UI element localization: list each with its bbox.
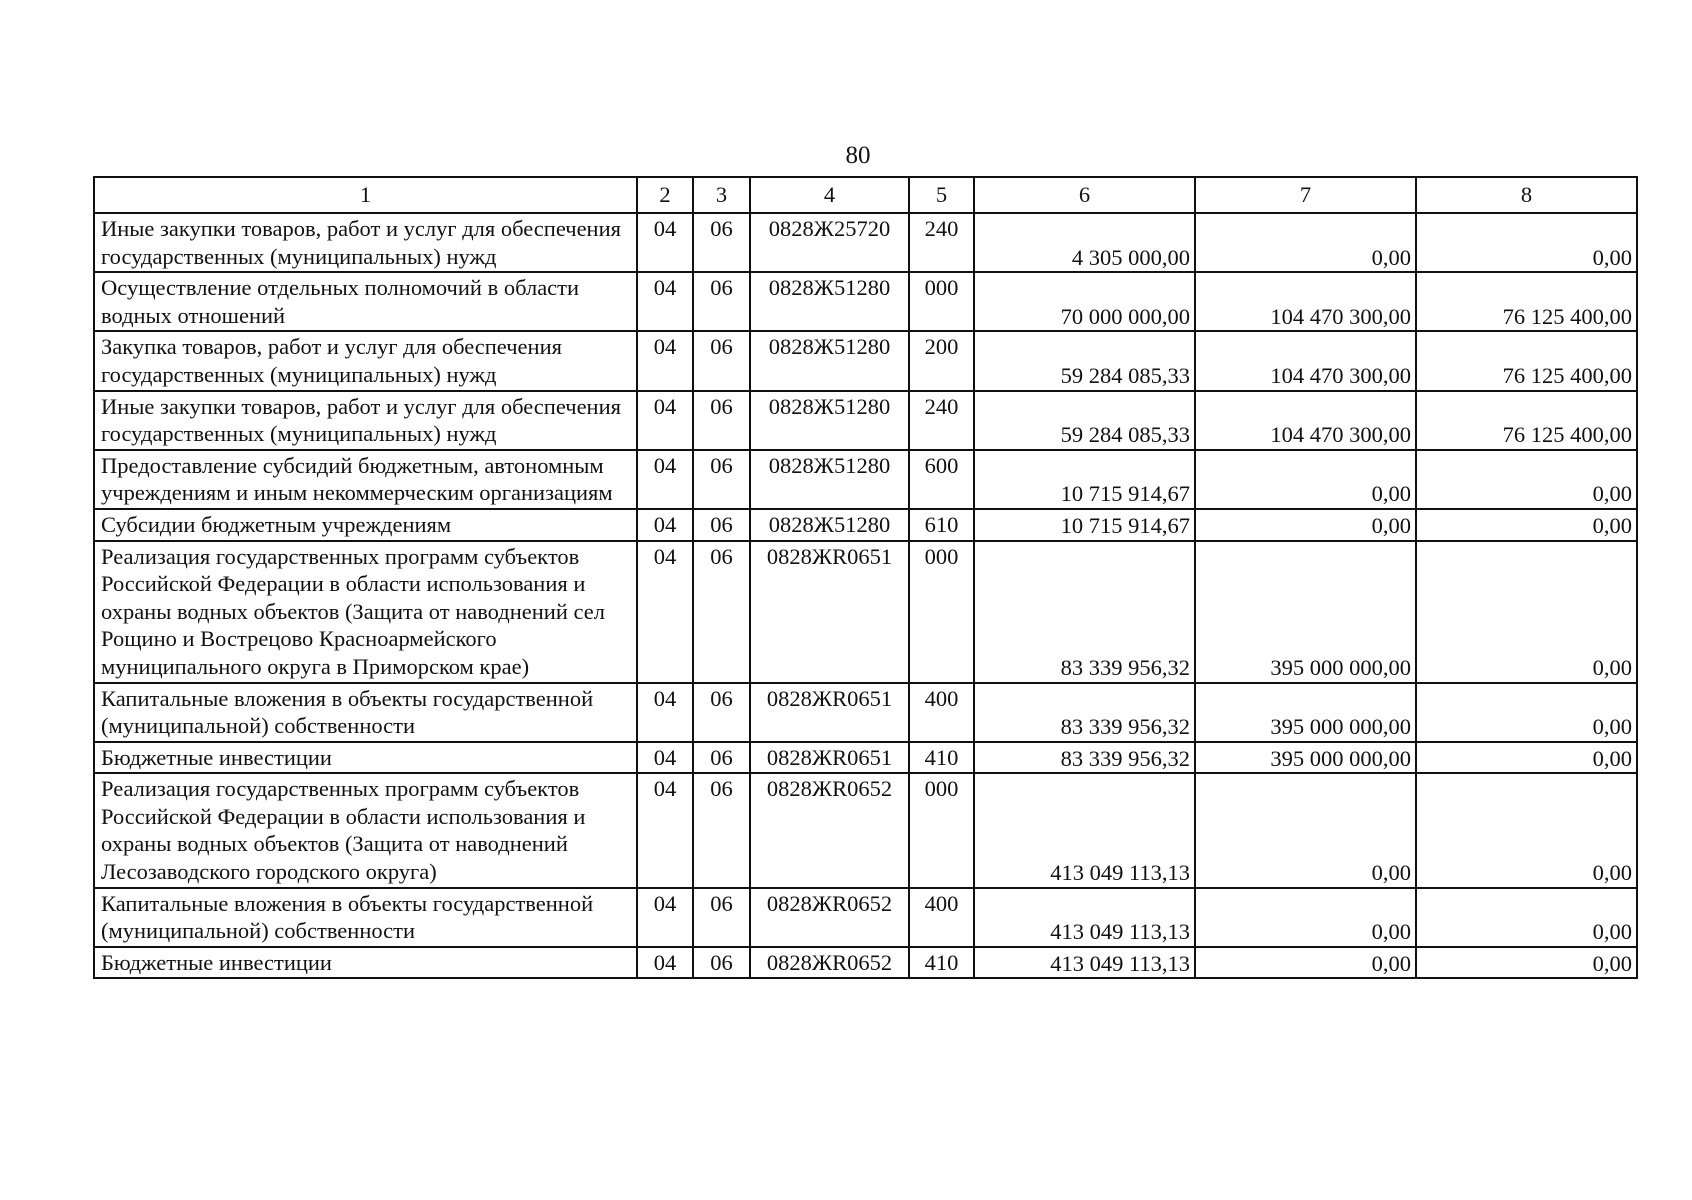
column-header-3: 3 xyxy=(693,177,750,213)
row-name-cell: Бюджетные инвестиции xyxy=(94,742,637,774)
subsection-code-cell: 06 xyxy=(693,773,750,887)
table-row xyxy=(94,683,1637,742)
table-row xyxy=(94,541,1637,683)
amount-col8-cell: 0,00 xyxy=(1416,947,1637,979)
amount-col6-cell: 59 284 085,33 xyxy=(974,331,1195,390)
amount-col6-cell: 83 339 956,32 xyxy=(974,541,1195,683)
subsection-code-cell: 06 xyxy=(693,742,750,774)
section-code-cell: 04 xyxy=(637,391,693,450)
row-name-cell: Предоставление субсидий бюджетным, автономным учреждениям и иным некоммерческим организациям xyxy=(94,450,637,509)
section-code-cell: 04 xyxy=(637,888,693,947)
amount-col7-cell: 104 470 300,00 xyxy=(1195,272,1416,331)
row-name-cell: Капитальные вложения в объекты государственной (муниципальной) собственности xyxy=(94,888,637,947)
subsection-code-cell: 06 xyxy=(693,947,750,979)
expense-type-cell: 600 xyxy=(909,450,974,509)
amount-col7-cell: 0,00 xyxy=(1195,213,1416,272)
expense-type-cell: 610 xyxy=(909,509,974,541)
subsection-code-cell: 06 xyxy=(693,331,750,390)
amount-col8-cell: 0,00 xyxy=(1416,773,1637,887)
amount-col8-cell: 76 125 400,00 xyxy=(1416,391,1637,450)
expense-type-cell: 410 xyxy=(909,947,974,979)
row-name-cell: Капитальные вложения в объекты государственной (муниципальной) собственности xyxy=(94,683,637,742)
expense-type-cell: 400 xyxy=(909,683,974,742)
amount-col6-cell: 10 715 914,67 xyxy=(974,509,1195,541)
amount-col7-cell: 395 000 000,00 xyxy=(1195,541,1416,683)
row-name-cell: Субсидии бюджетным учреждениям xyxy=(94,509,637,541)
amount-col7-cell: 104 470 300,00 xyxy=(1195,331,1416,390)
amount-col8-cell: 0,00 xyxy=(1416,213,1637,272)
expense-type-cell: 000 xyxy=(909,272,974,331)
section-code-cell: 04 xyxy=(637,213,693,272)
section-code-cell: 04 xyxy=(637,742,693,774)
section-code-cell: 04 xyxy=(637,509,693,541)
target-article-cell: 0828Ж51280 xyxy=(750,391,909,450)
subsection-code-cell: 06 xyxy=(693,683,750,742)
row-name-cell: Реализация государственных программ субъектов Российской Федерации в области использования и охраны водных объектов (Защита от наводнений Лесозаводского городского округа) xyxy=(94,773,637,887)
subsection-code-cell: 06 xyxy=(693,541,750,683)
target-article-cell: 0828ЖR0652 xyxy=(750,888,909,947)
table-row xyxy=(94,213,1637,272)
table-row xyxy=(94,773,1637,887)
budget-table xyxy=(93,176,1638,979)
target-article-cell: 0828Ж25720 xyxy=(750,213,909,272)
amount-col6-cell: 413 049 113,13 xyxy=(974,947,1195,979)
column-header-7: 7 xyxy=(1195,177,1416,213)
expense-type-cell: 000 xyxy=(909,773,974,887)
amount-col8-cell: 0,00 xyxy=(1416,509,1637,541)
table-row xyxy=(94,272,1637,331)
amount-col6-cell: 413 049 113,13 xyxy=(974,888,1195,947)
table-header-row xyxy=(94,177,1637,213)
amount-col6-cell: 83 339 956,32 xyxy=(974,742,1195,774)
section-code-cell: 04 xyxy=(637,541,693,683)
table-row xyxy=(94,742,1637,774)
amount-col8-cell: 0,00 xyxy=(1416,683,1637,742)
table-row xyxy=(94,331,1637,390)
expense-type-cell: 400 xyxy=(909,888,974,947)
amount-col7-cell: 104 470 300,00 xyxy=(1195,391,1416,450)
target-article-cell: 0828Ж51280 xyxy=(750,509,909,541)
section-code-cell: 04 xyxy=(637,450,693,509)
target-article-cell: 0828ЖR0652 xyxy=(750,773,909,887)
subsection-code-cell: 06 xyxy=(693,213,750,272)
amount-col6-cell: 413 049 113,13 xyxy=(974,773,1195,887)
row-name-cell: Реализация государственных программ субъектов Российской Федерации в области использования и охраны водных объектов (Защита от наводнений сел Рощино и Вострецово Красноармейского муниципального округа в Приморском крае) xyxy=(94,541,637,683)
section-code-cell: 04 xyxy=(637,947,693,979)
expense-type-cell: 200 xyxy=(909,331,974,390)
row-name-cell: Бюджетные инвестиции xyxy=(94,947,637,979)
column-header-1: 1 xyxy=(94,177,637,213)
target-article-cell: 0828Ж51280 xyxy=(750,272,909,331)
target-article-cell: 0828ЖR0651 xyxy=(750,541,909,683)
amount-col7-cell: 395 000 000,00 xyxy=(1195,683,1416,742)
amount-col7-cell: 395 000 000,00 xyxy=(1195,742,1416,774)
row-name-cell: Иные закупки товаров, работ и услуг для обеспечения государственных (муниципальных) нужд xyxy=(94,213,637,272)
column-header-8: 8 xyxy=(1416,177,1637,213)
subsection-code-cell: 06 xyxy=(693,888,750,947)
expense-type-cell: 240 xyxy=(909,213,974,272)
table-row xyxy=(94,888,1637,947)
amount-col6-cell: 59 284 085,33 xyxy=(974,391,1195,450)
amount-col6-cell: 83 339 956,32 xyxy=(974,683,1195,742)
amount-col8-cell: 76 125 400,00 xyxy=(1416,272,1637,331)
target-article-cell: 0828ЖR0651 xyxy=(750,683,909,742)
table-row xyxy=(94,450,1637,509)
amount-col8-cell: 0,00 xyxy=(1416,888,1637,947)
amount-col7-cell: 0,00 xyxy=(1195,888,1416,947)
page-number: 80 xyxy=(845,142,871,169)
expense-type-cell: 000 xyxy=(909,541,974,683)
amount-col7-cell: 0,00 xyxy=(1195,773,1416,887)
amount-col8-cell: 0,00 xyxy=(1416,742,1637,774)
table-row xyxy=(94,947,1637,979)
amount-col8-cell: 76 125 400,00 xyxy=(1416,331,1637,390)
column-header-2: 2 xyxy=(637,177,693,213)
column-header-5: 5 xyxy=(909,177,974,213)
section-code-cell: 04 xyxy=(637,331,693,390)
column-header-6: 6 xyxy=(974,177,1195,213)
expense-type-cell: 240 xyxy=(909,391,974,450)
subsection-code-cell: 06 xyxy=(693,450,750,509)
target-article-cell: 0828Ж51280 xyxy=(750,331,909,390)
column-header-4: 4 xyxy=(750,177,909,213)
subsection-code-cell: 06 xyxy=(693,509,750,541)
row-name-cell: Осуществление отдельных полномочий в области водных отношений xyxy=(94,272,637,331)
amount-col6-cell: 4 305 000,00 xyxy=(974,213,1195,272)
amount-col6-cell: 10 715 914,67 xyxy=(974,450,1195,509)
row-name-cell: Закупка товаров, работ и услуг для обеспечения государственных (муниципальных) нужд xyxy=(94,331,637,390)
section-code-cell: 04 xyxy=(637,683,693,742)
row-name-cell: Иные закупки товаров, работ и услуг для обеспечения государственных (муниципальных) нужд xyxy=(94,391,637,450)
table-body xyxy=(94,177,1637,978)
section-code-cell: 04 xyxy=(637,272,693,331)
amount-col6-cell: 70 000 000,00 xyxy=(974,272,1195,331)
amount-col7-cell: 0,00 xyxy=(1195,450,1416,509)
amount-col8-cell: 0,00 xyxy=(1416,541,1637,683)
target-article-cell: 0828ЖR0652 xyxy=(750,947,909,979)
table-row xyxy=(94,509,1637,541)
amount-col8-cell: 0,00 xyxy=(1416,450,1637,509)
amount-col7-cell: 0,00 xyxy=(1195,947,1416,979)
subsection-code-cell: 06 xyxy=(693,272,750,331)
target-article-cell: 0828Ж51280 xyxy=(750,450,909,509)
section-code-cell: 04 xyxy=(637,773,693,887)
amount-col7-cell: 0,00 xyxy=(1195,509,1416,541)
target-article-cell: 0828ЖR0651 xyxy=(750,742,909,774)
subsection-code-cell: 06 xyxy=(693,391,750,450)
table-row xyxy=(94,391,1637,450)
expense-type-cell: 410 xyxy=(909,742,974,774)
